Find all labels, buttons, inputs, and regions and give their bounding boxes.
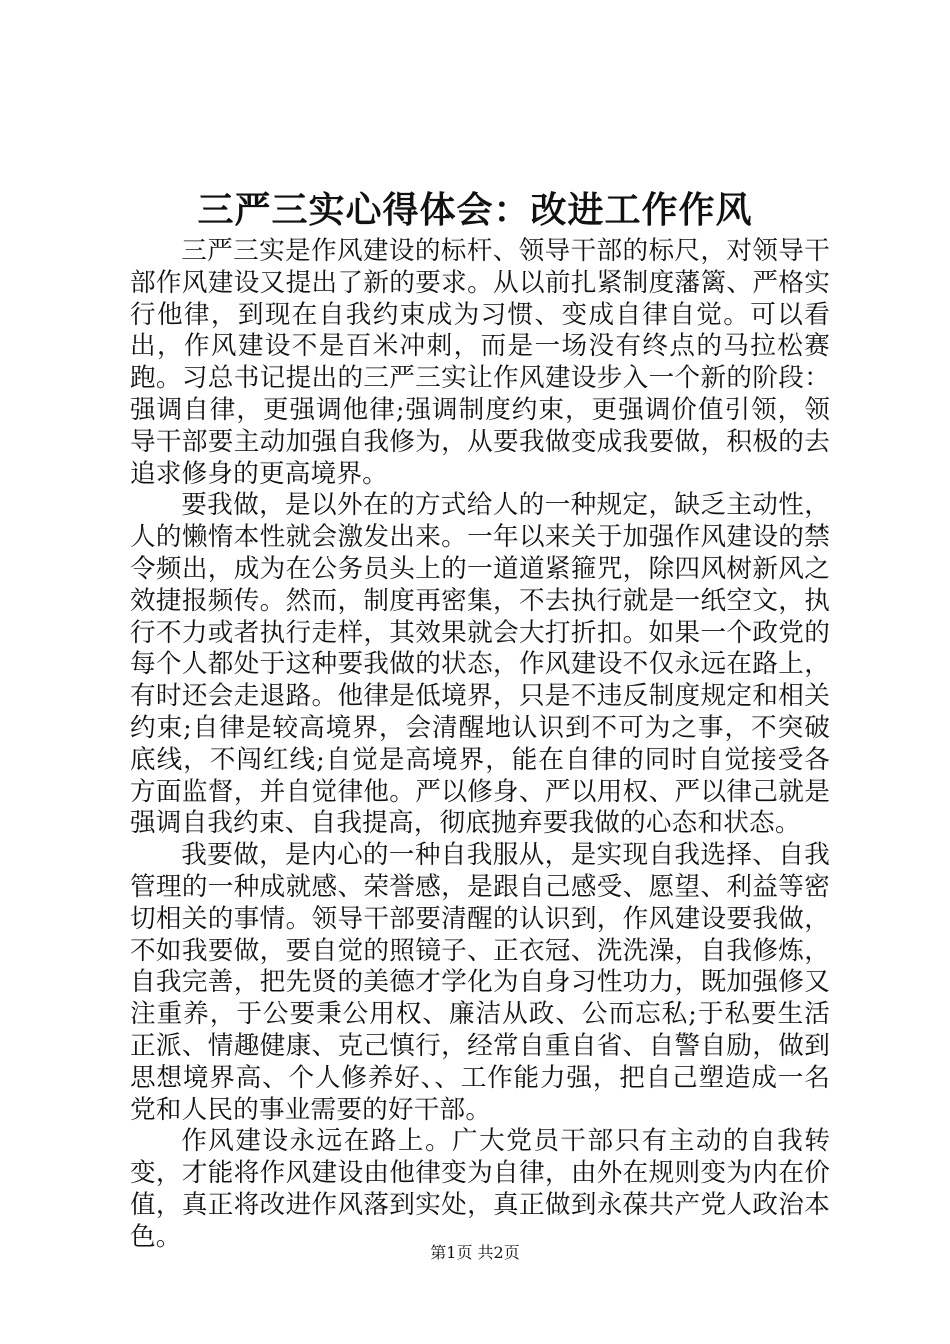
- page-number: 第1页 共2页: [430, 1243, 520, 1262]
- document-title: 三严三实心得体会：改进工作作风: [197, 189, 753, 231]
- document-body: [130, 236, 830, 1254]
- paragraph-2: 要我做，是以外在的方式给人的一种规定，缺乏主动性，人的懒惰本性就会激发出来。一年以来关于加强作风建设的禁令频出，成为在公务员头上的一道道紧箍咒，除四风树新风之效捷报频传。然而，制度再密集，不去执行就是一纸空文，执行不力或者执行走样，其效果就会大打折扣。如果一个政党的每个人都处于这种要我做的状态，作风建设不仅永远在路上，有时还会走退路。他律是低境界，只是不违反制度规定和相关约束;自律是较高境界，会清醒地认识到不可为之事，不突破底线，不闯红线;自觉是高境界，能在自律的同时自觉接受各方面监督，并自觉律他。严以修身、严以用权、严以律己就是强调自我约束、自我提高，彻底抛弃要我做的心态和状态。: [130, 490, 830, 839]
- paragraph-3: 我要做，是内心的一种自我服从，是实现自我选择、自我管理的一种成就感、荣誉感，是跟自己感受、愿望、利益等密切相关的事情。领导干部要清醒的认识到，作风建设要我做，不如我要做，要自觉的照镜子、正衣冠、洗洗澡，自我修炼，自我完善，把先贤的美德才学化为自身习性功力，既加强修又注重养，于公要秉公用权、廉洁从政、公而忘私;于私要生活正派、情趣健康、克己慎行，经常自重自省、自警自励，做到思想境界高、个人修养好、、工作能力强，把自己塑造成一名党和人民的事业需要的好干部。: [130, 840, 830, 1125]
- paragraph-4: 作风建设永远在路上。广大党员干部只有主动的自我转变，才能将作风建设由他律变为自律，由外在规则变为内在价值，真正将改进作风落到实处，真正做到永葆共产党人政治本色。: [130, 1126, 830, 1252]
- paragraph-1: 三严三实是作风建设的标杆、领导干部的标尺，对领导干部作风建设又提出了新的要求。从以前扎紧制度藩篱、严格实行他律，到现在自我约束成为习惯、变成自律自觉。可以看出，作风建设不是百米冲刺，而是一场没有终点的马拉松赛跑。习总书记提出的三严三实让作风建设步入一个新的阶段：强调自律，更强调他律;强调制度约束，更强调价值引领，领导干部要主动加强自我修为，从要我做变成我要做，积极的去追求修身的更高境界。: [130, 236, 830, 489]
